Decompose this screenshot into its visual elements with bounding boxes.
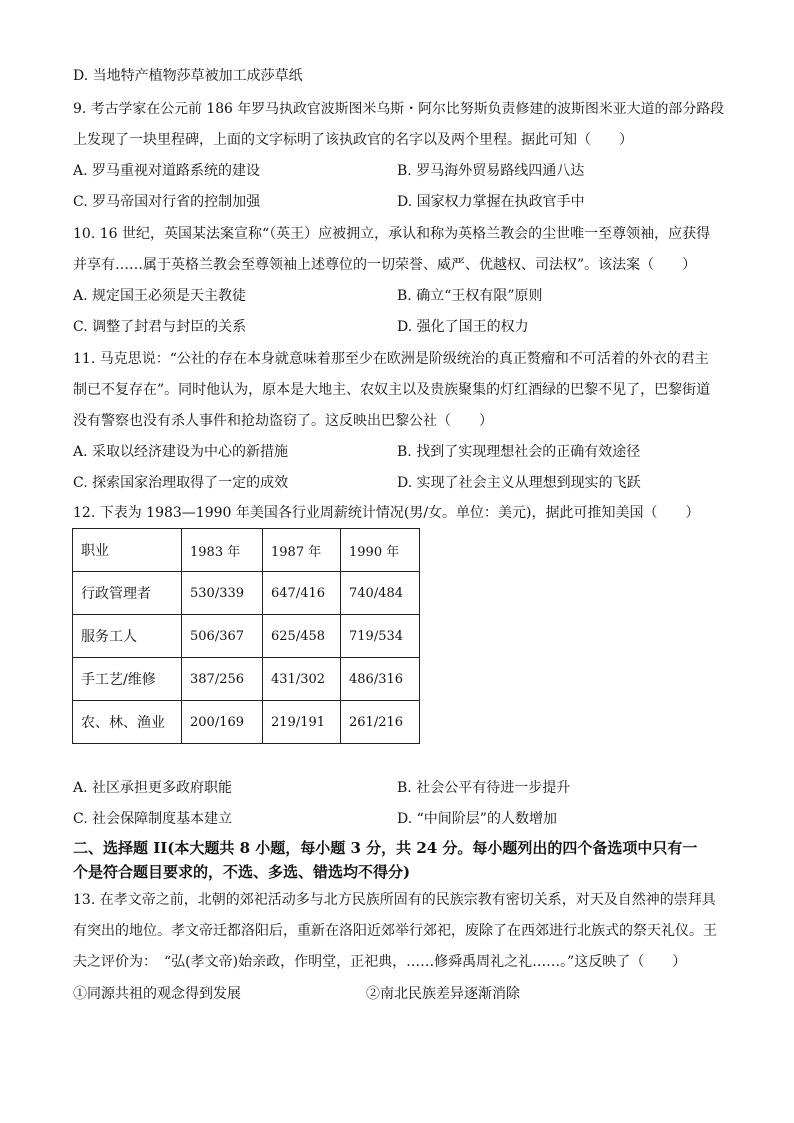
q13-item-1: ①同源共祖的观念得到发展 xyxy=(73,986,241,1002)
table-header-cell: 职业 xyxy=(73,529,182,572)
table-row xyxy=(73,615,420,658)
table-cell: 200/169 xyxy=(182,701,263,744)
table-cell: 服务工人 xyxy=(73,615,182,658)
q13-stem-line-2: 有突出的地位。孝文帝迁都洛阳后，重新在洛阳近郊举行郊祀，废除了在西郊进行北族式的祭天礼仪。王 xyxy=(73,923,717,939)
table-cell: 530/339 xyxy=(182,572,263,615)
q9-option-d: D. 国家权力掌握在执政官手中 xyxy=(397,194,585,210)
q9-option-c: C. 罗马帝国对行省的控制加强 xyxy=(73,194,261,210)
q11-option-b: B. 找到了实现理想社会的正确有效途径 xyxy=(397,444,641,460)
q9-stem-line-1: 9. 考古学家在公元前 186 年罗马执政官波斯图米乌斯・阿尔比努斯负责修建的波斯图米亚大道的部分路段 xyxy=(73,101,725,117)
q11-option-c: C. 探索国家治理取得了一定的成效 xyxy=(73,475,289,491)
table-row xyxy=(73,701,420,744)
q11-stem-line-3: 没有警察也没有杀人事件和抢劫盗窃了。这反映出巴黎公社（ ） xyxy=(73,413,493,429)
q11-stem-line-2: 制已不复存在”。同时他认为，原本是大地主、农奴主以及贵族聚集的灯红酒绿的巴黎不见了，巴黎街道 xyxy=(73,382,711,398)
q8-option-d: D. 当地特产植物莎草被加工成莎草纸 xyxy=(73,68,303,84)
q10-option-d: D. 强化了国王的权力 xyxy=(397,319,529,335)
table-row xyxy=(73,572,420,615)
table-cell: 387/256 xyxy=(182,658,263,701)
table-header-cell: 1987 年 xyxy=(263,529,341,572)
table-cell: 740/484 xyxy=(341,572,420,615)
table-cell: 261/216 xyxy=(341,701,420,744)
q13-item-2: ②南北民族差异逐渐消除 xyxy=(366,986,520,1002)
q11-stem-line-1: 11. 马克思说：“公社的存在本身就意味着那至少在欧洲是阶级统治的真正赘瘤和不可活着的外衣的君主 xyxy=(73,351,709,367)
q9-option-b: B. 罗马海外贸易路线四通八达 xyxy=(397,163,585,179)
q10-option-b: B. 确立“王权有限”原则 xyxy=(397,288,543,304)
q12-option-a: A. 社区承担更多政府职能 xyxy=(73,780,233,796)
q13-stem-line-3: 夫之评价为： “弘(孝文帝)始亲政，作明堂，正祀典，……修舜禹周礼之礼……。”这反映了（ ） xyxy=(73,954,687,970)
table-cell: 719/534 xyxy=(341,615,420,658)
section-2-heading-line-2: 个是符合题目要求的，不选、多选、错选均不得分) xyxy=(73,863,411,881)
table-header-row xyxy=(73,529,420,572)
table-cell: 农、林、渔业 xyxy=(73,701,182,744)
table-cell: 219/191 xyxy=(263,701,341,744)
table-cell: 手工艺/维修 xyxy=(73,658,182,701)
table-cell: 486/316 xyxy=(341,658,420,701)
q12-option-c: C. 社会保障制度基本建立 xyxy=(73,811,233,827)
section-2-heading-line-1: 二、选择题 II(本大题共 8 小题，每小题 3 分，共 24 分。每小题列出的四个备选项中只有一 xyxy=(73,839,698,857)
q11-option-a: A. 采取以经济建设为中心的新措施 xyxy=(73,444,289,460)
q12-option-b: B. 社会公平有待进一步提升 xyxy=(397,780,571,796)
q12-stem: 12. 下表为 1983—1990 年美国各行业周薪统计情况(男/女。单位：美元)，据此可推知美国（ ） xyxy=(73,505,700,521)
table-cell: 506/367 xyxy=(182,615,263,658)
wage-table xyxy=(72,528,420,744)
q10-option-c: C. 调整了封君与封臣的关系 xyxy=(73,319,247,335)
q10-option-a: A. 规定国王必须是天主教徒 xyxy=(73,288,247,304)
table-header-cell: 1990 年 xyxy=(341,529,420,572)
table-header-cell: 1983 年 xyxy=(182,529,263,572)
table-cell: 647/416 xyxy=(263,572,341,615)
q13-stem-line-1: 13. 在孝文帝之前，北朝的郊祀活动多与北方民族所固有的民族宗教有密切关系，对天及自然神的崇拜具 xyxy=(73,892,716,908)
table-cell: 431/302 xyxy=(263,658,341,701)
table-row xyxy=(73,658,420,701)
q10-stem-line-2: 并享有……属于英格兰教会至尊领袖上述尊位的一切荣誉、威严、优越权、司法权”。该法案（ ） xyxy=(73,257,697,273)
q11-option-d: D. 实现了社会主义从理想到现实的飞跃 xyxy=(397,475,641,491)
q10-stem-line-1: 10. 16 世纪，英国某法案宣称“（英王）应被拥立，承认和称为英格兰教会的尘世唯一至尊领袖，应获得 xyxy=(73,226,711,242)
table-cell: 625/458 xyxy=(263,615,341,658)
q12-option-d: D. “中间阶层”的人数增加 xyxy=(397,811,557,827)
q9-stem-line-2: 上发现了一块里程碑，上面的文字标明了该执政官的名字以及两个里程。据此可知（ ） xyxy=(73,132,633,148)
q9-option-a: A. 罗马重视对道路系统的建设 xyxy=(73,163,261,179)
table-cell: 行政管理者 xyxy=(73,572,182,615)
